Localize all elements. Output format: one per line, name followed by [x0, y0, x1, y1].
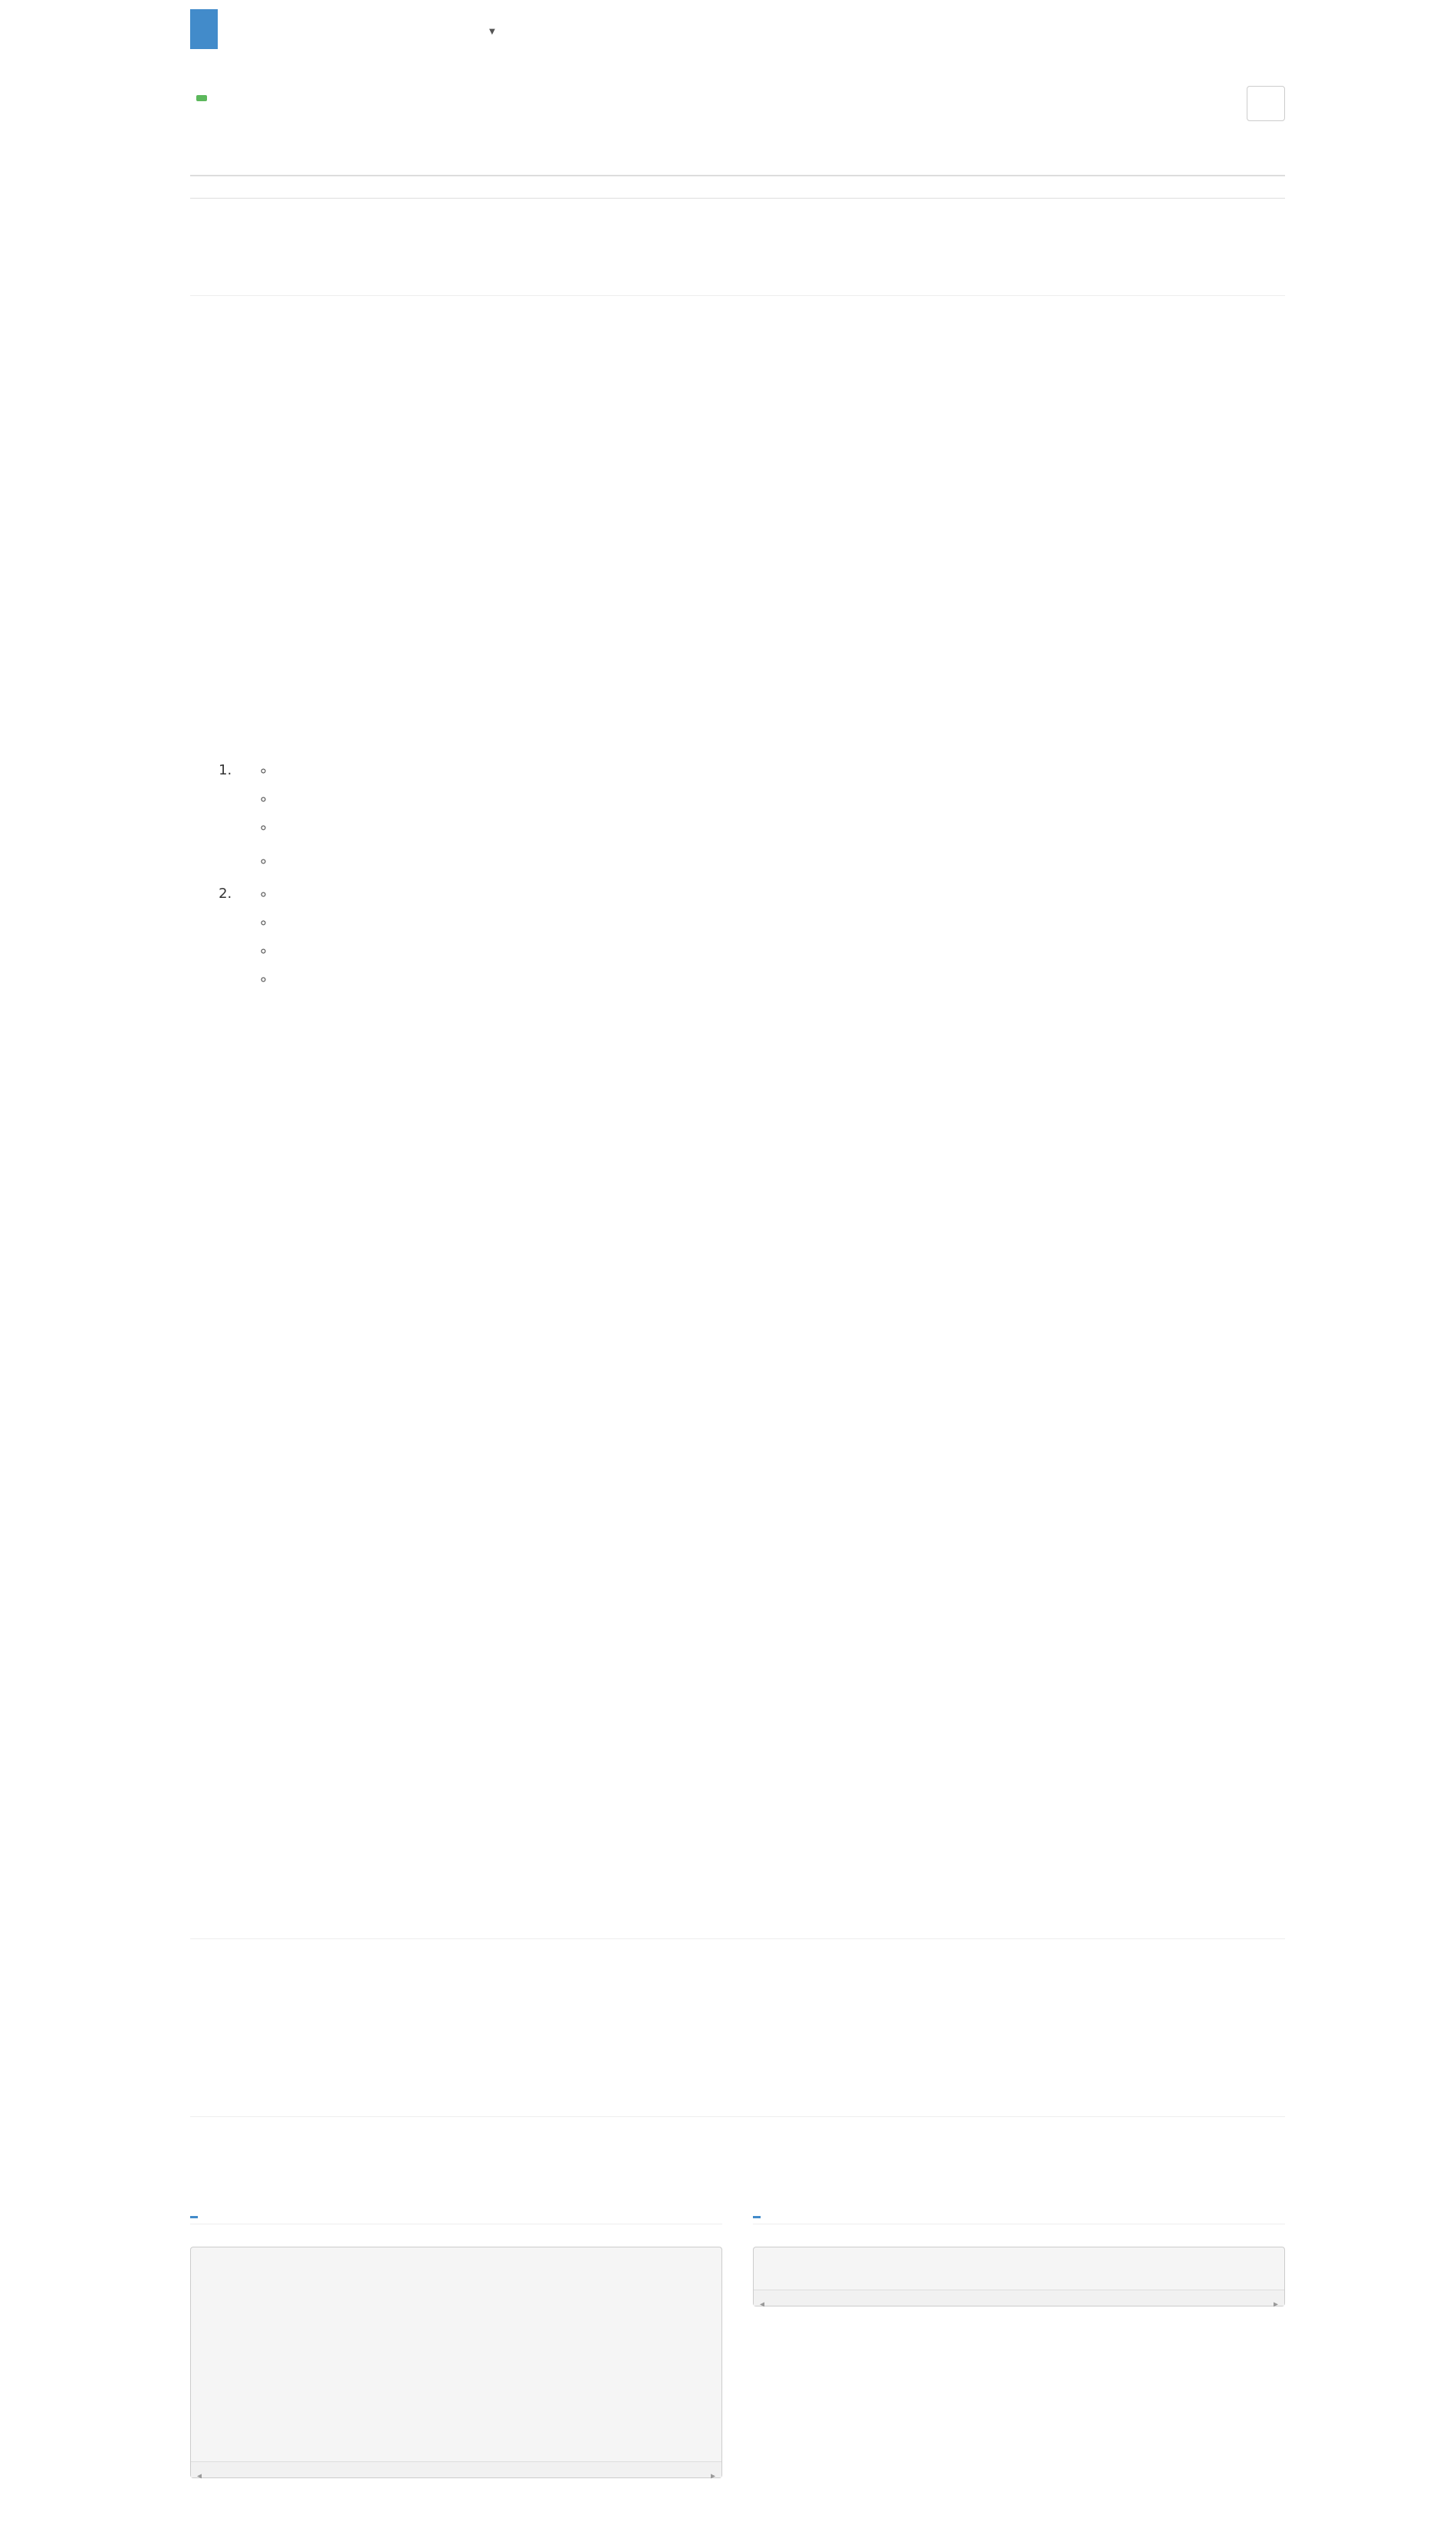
solvers-value — [984, 176, 1186, 199]
header-time-limit — [190, 159, 389, 176]
header-ratio — [1186, 159, 1285, 176]
chevron-down-icon: ▼ — [489, 27, 495, 36]
list-item — [274, 879, 1331, 908]
horizontal-scrollbar[interactable] — [191, 2461, 721, 2481]
problem-info-table — [190, 159, 1285, 199]
problem-menu — [190, 9, 551, 49]
list-item — [236, 756, 1331, 879]
horizontal-scrollbar[interactable] — [754, 2290, 1284, 2309]
sample-output-box[interactable] — [753, 2247, 1285, 2309]
list-item — [274, 813, 1331, 847]
table-row — [190, 176, 1285, 199]
header-memory-limit — [389, 159, 581, 176]
room-grid — [190, 383, 1285, 675]
header-solvers — [984, 159, 1186, 176]
sample-input-heading — [190, 2187, 198, 2218]
memory-limit-value — [389, 176, 581, 199]
time-limit-value — [190, 176, 389, 199]
ratio-value — [1186, 176, 1285, 199]
list-item — [274, 936, 1331, 965]
list-item — [274, 756, 1331, 784]
menu-problem-number[interactable] — [190, 9, 218, 49]
sample-input-box[interactable] — [190, 2247, 722, 2481]
header-accepted — [783, 159, 984, 176]
accepted-value — [783, 176, 984, 199]
list-item — [274, 908, 1331, 936]
menu-lectures[interactable] — [488, 22, 495, 37]
scroll-right-icon[interactable]: ▶ — [1273, 2300, 1278, 2309]
scroll-left-icon[interactable]: ◀ — [197, 2472, 202, 2481]
divider — [190, 295, 1285, 296]
list-item — [236, 879, 1331, 993]
list-item — [274, 784, 1331, 813]
header-submissions — [581, 159, 783, 176]
page-title — [190, 84, 207, 115]
scroll-right-icon[interactable]: ▶ — [710, 2472, 715, 2481]
steps-list — [190, 756, 1331, 993]
sample-output-heading — [753, 2187, 761, 2218]
list-item — [274, 847, 1331, 880]
wind-grid — [190, 1557, 1285, 1848]
submissions-value — [581, 176, 783, 199]
scroll-left-icon[interactable]: ◀ — [760, 2300, 765, 2309]
status-badge — [196, 95, 207, 101]
divider — [190, 1938, 1285, 1939]
divider — [190, 2116, 1285, 2117]
star-button[interactable] — [1247, 86, 1285, 121]
list-item — [274, 965, 1331, 993]
